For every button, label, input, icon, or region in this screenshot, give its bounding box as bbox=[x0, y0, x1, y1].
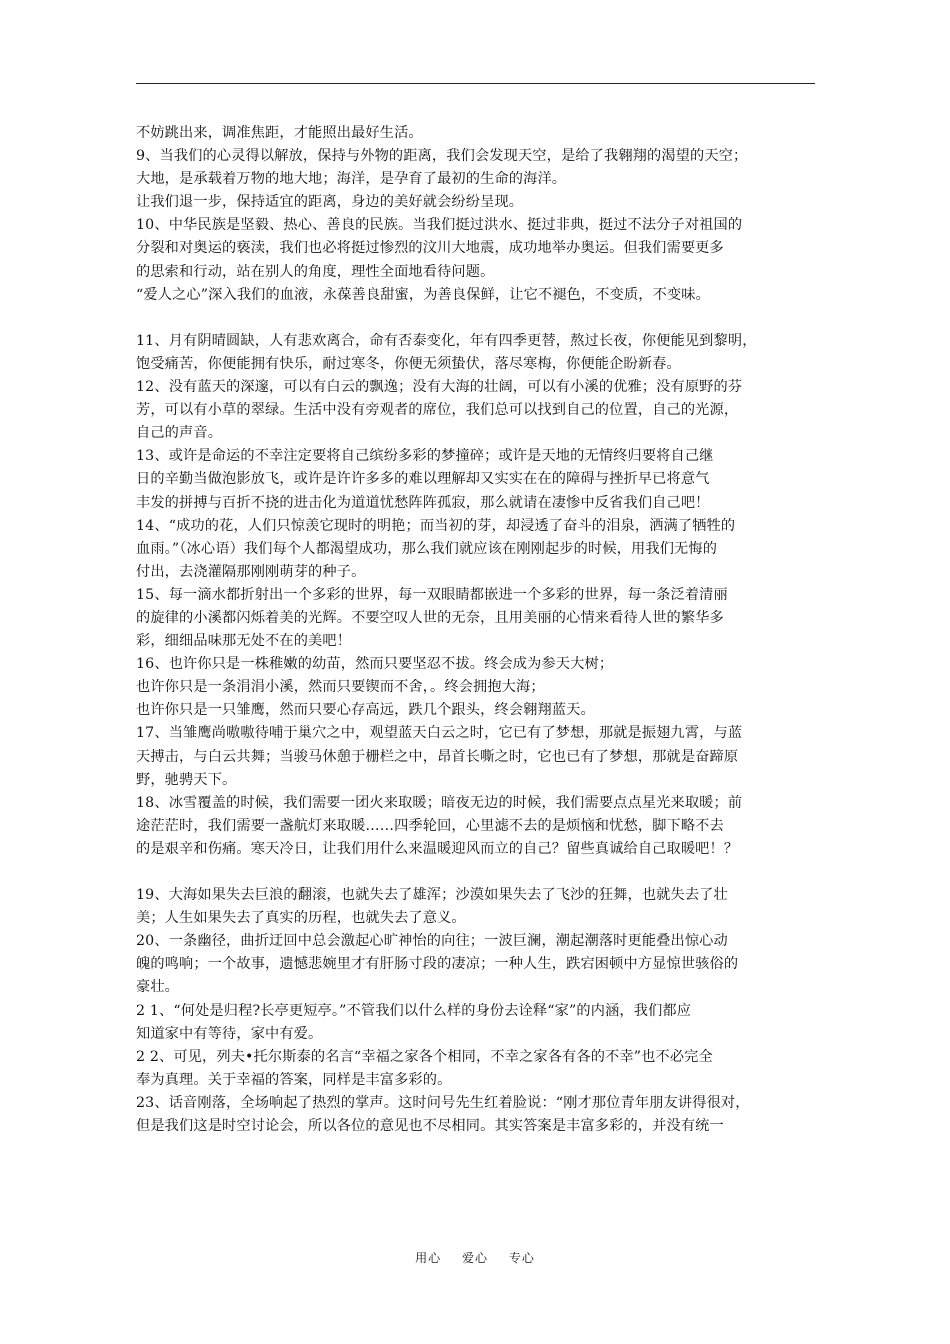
text-line: 大地，是承载着万物的地大地；海洋，是孕育了最初的生命的海洋。 bbox=[136, 171, 567, 188]
text-line: 2 1、“何处是归程?长亭更短亭。”不管我们以什么样的身份去诠释“家”的内涵，我们都应 bbox=[136, 1002, 692, 1019]
text-line: 彩，细细品味那无处不在的美吧！ bbox=[136, 633, 352, 650]
text-line: 也许你只是一条涓涓小溪，然而只要锲而不舍，。终会拥抱大海； bbox=[136, 679, 545, 696]
text-line: 饱受痛苦，你便能拥有快乐，耐过寒冬，你便无须蛰伏，落尽寒梅，你便能企盼新春。 bbox=[136, 355, 681, 372]
text-line: 的是艰辛和伤痛。寒天冷日，让我们用什么来温暖迎风而立的自己？留些真诚给自己取暖吧！？ bbox=[136, 840, 739, 857]
text-line: 日的辛勤当做泡影放飞，或许是许许多多的难以理解却又实实在在的障碍与挫折早已将意气 bbox=[136, 471, 710, 488]
text-line: 不妨跳出来，调准焦距，才能照出最好生活。 bbox=[136, 125, 423, 141]
text-line: 魄的鸣响；一个故事，遗憾悲婉里才有肝肠寸段的凄凉；一种人生，跌宕困顿中方显惊世骇俗的 bbox=[136, 956, 739, 973]
text-line: 11、月有阴晴圆缺，人有悲欢离合，命有否泰变化，年有四季更替，熬过长夜，你便能见到黎明， bbox=[136, 332, 757, 349]
text-line: 16、也许你只是一株稚嫩的幼苗，然而只要坚忍不拔。终会成为参天大树； bbox=[136, 656, 614, 673]
text-line: 17、当雏鹰尚嗷嗷待哺于巢穴之中，观望蓝天白云之时，它已有了梦想，那就是振翅九霄，与蓝 bbox=[136, 725, 743, 742]
text-line: 的旋律的小溪都闪烁着美的光辉。不要空叹人世的无奈，且用美丽的心情来看待人世的繁华多 bbox=[136, 609, 724, 626]
text-line: 19、大海如果失去巨浪的翻滚，也就失去了雄浑；沙漠如果失去了飞沙的狂舞，也就失去了壮 bbox=[136, 887, 728, 904]
text-line: 20、一条幽径，曲折迂回中总会激起心旷神怡的向往；一波巨澜，潮起潮落时更能叠出惊心动 bbox=[136, 933, 728, 950]
text-line: 但是我们这是时空讨论会，所以各位的意见也不尽相同。其实答案是丰富多彩的，并没有统一 bbox=[136, 1118, 724, 1135]
text-line: 15、每一滴水都折射出一个多彩的世界，每一双眼睛都嵌进一个多彩的世界，每一条泛着清丽 bbox=[136, 586, 728, 603]
document-body bbox=[136, 122, 826, 1138]
text-line: 丰发的拼搏与百折不挠的进击化为道道忧愁阵阵孤寂，那么就请在凄惨中反省我们自己吧！ bbox=[136, 494, 710, 511]
page-footer bbox=[0, 1249, 950, 1266]
text-line: 18、冰雪覆盖的时候，我们需要一团火来取暖；暗夜无边的时候，我们需要点点星光来取暖；前 bbox=[136, 794, 743, 811]
text-line: 2 2、可见，列夫•托尔斯泰的名言“幸福之家各个相同，不幸之家各有各的不幸”也不必完全 bbox=[136, 1048, 713, 1065]
header-rule bbox=[136, 83, 815, 84]
text-line: 9、当我们的心灵得以解放，保持与外物的距离，我们会发现天空，是给了我翱翔的渴望的天空； bbox=[136, 148, 748, 165]
text-line: 让我们退一步，保持适宜的距离，身边的美好就会纷纷呈现。 bbox=[136, 194, 524, 211]
text-line: 23、话音刚落，全场响起了热烈的掌声。这时问号先生红着脸说：“刚才那位青年朋友讲得很对， bbox=[136, 1094, 750, 1111]
text-line: 芳，可以有小草的翠绿。生活中没有旁观者的席位，我们总可以找到自己的位置，自己的光源， bbox=[136, 402, 739, 419]
text-line: 10、中华民族是坚毅、热心、善良的民族。当我们挺过洪水、挺过非典，挺过不法分子对祖国的 bbox=[136, 217, 743, 234]
text-line: 的思索和行动，站在别人的角度，理性全面地看待问题。 bbox=[136, 263, 495, 280]
text-line: 14、“成功的花，人们只惊羡它现时的明艳；而当初的芽，却浸透了奋斗的泪泉，洒满了牺牲的 bbox=[136, 517, 736, 534]
text-line: 13、或许是命运的不幸注定要将自己缤纷多彩的梦撞碎；或许是天地的无情终归要将自己继 bbox=[136, 448, 714, 465]
text-line: 美；人生如果失去了真实的历程，也就失去了意义。 bbox=[136, 910, 466, 927]
text-line: 豪壮。 bbox=[136, 979, 180, 996]
text-line: 分裂和对奥运的亵渎，我们也必将挺过惨烈的汶川大地震，成功地举办奥运。但我们需要更多 bbox=[136, 240, 724, 257]
footer-word-2: 爱心 bbox=[461, 1251, 488, 1265]
blank-line bbox=[136, 307, 826, 330]
text-line: 天搏击，与白云共舞；当骏马休憩于栅栏之中，昂首长嘶之时，它也已有了梦想，那就是奋蹄原 bbox=[136, 748, 739, 765]
text-line: 野，驰骋天下。 bbox=[136, 771, 237, 788]
text-line: 付出，去浇灌隔那刚刚萌芽的种子。 bbox=[136, 563, 366, 580]
text-line: 自己的声音。 bbox=[136, 425, 223, 442]
text-line: “爱人之心”深入我们的血液，永葆善良甜蜜，为善良保鲜，让它不褪色，不变质，不变味。 bbox=[136, 286, 710, 303]
text-line: 知道家中有等待，家中有爱。 bbox=[136, 1025, 323, 1042]
footer-word-3: 专心 bbox=[508, 1251, 535, 1265]
text-line: 也许你只是一只雏鹰，然而只要心存高远，跌几个跟头，终会翱翔蓝天。 bbox=[136, 702, 595, 719]
blank-line bbox=[136, 861, 826, 884]
text-line: 血雨。”（冰心语）我们每个人都渴望成功，那么我们就应该在刚刚起步的时候，用我们无悔的 bbox=[136, 540, 718, 557]
text-line: 途茫茫时，我们需要一盏航灯来取暖……四季轮回，心里滤不去的是烦恼和忧愁，脚下略不去 bbox=[136, 817, 724, 834]
text-line: 12、没有蓝天的深邃，可以有白云的飘逸；没有大海的壮阔，可以有小溪的优雅；没有原野的芬 bbox=[136, 379, 743, 396]
footer-word-1: 用心 bbox=[415, 1251, 442, 1265]
text-line: 奉为真理。关于幸福的答案，同样是丰富多彩的。 bbox=[136, 1071, 452, 1088]
